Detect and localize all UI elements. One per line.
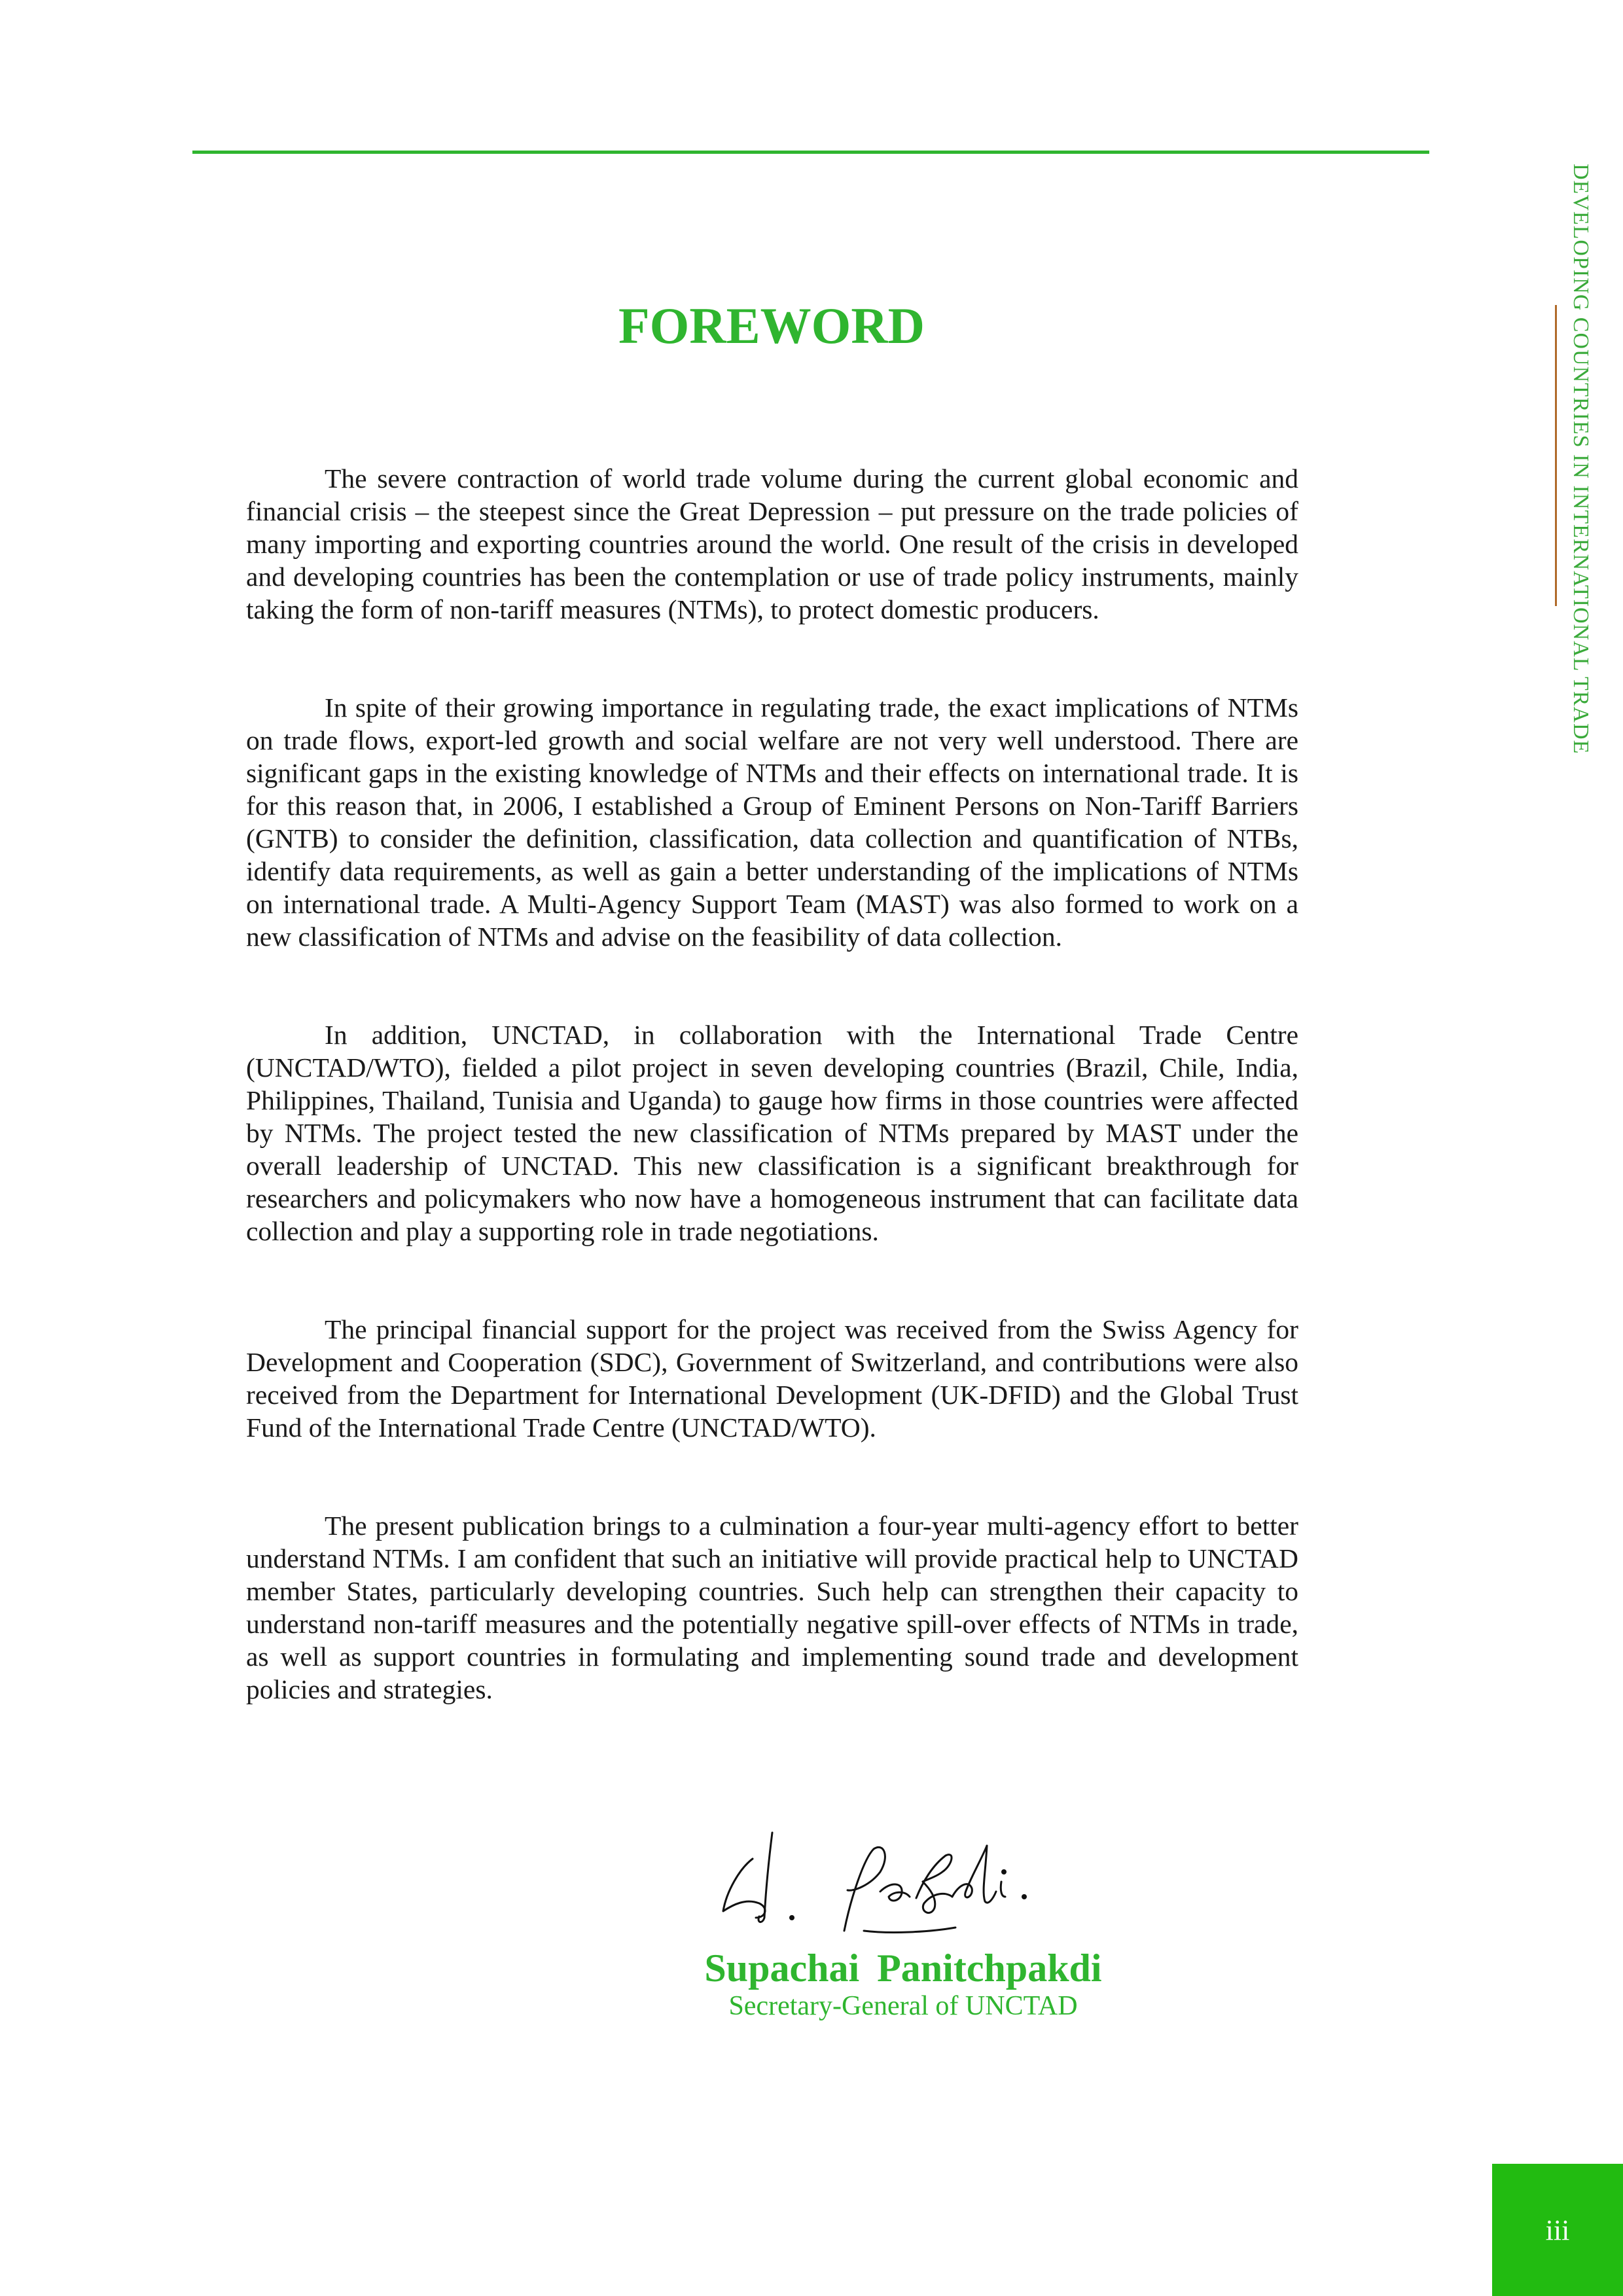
signer-name: Supachai Panitchpakdi bbox=[704, 1946, 1102, 1990]
paragraph: In spite of their growing importance in regulating trade, the exact implications of NTMs on trade flows, export-led growth and social welfare are not very well understood. There are significant gaps in the existing knowledge of NTMs and their effects on international trade. It is for this reason that, in 2006, I established a Group of Eminent Persons on Non-Tariff Barriers (GNTB) to consider the definition, classification, data collection and quantification of NTBs, identify data requirements, as well as gain a better understanding of the implications of NTMs on international trade. A Multi-Agency Support Team (MAST) was also formed to work on a new classification of NTMs and advise on the feasibility of data collection. bbox=[246, 692, 1298, 952]
top-rule bbox=[192, 151, 1429, 154]
paragraph: The principal financial support for the project was received from the Swiss Agency for Development and Cooperation (SDC), Government of Switzerland, and contributions were also received from the Department for International Development (UK-DFID) and the Global Trust Fund of the International Trade Centre (UNCTAD/WTO). bbox=[246, 1314, 1298, 1443]
signature-block bbox=[654, 1820, 1152, 2022]
running-head-rule bbox=[1555, 305, 1557, 606]
page-title: FOREWORD bbox=[618, 297, 925, 354]
running-head: DEVELOPING COUNTRIES IN INTERNATIONAL TRADE bbox=[1569, 164, 1593, 755]
foreword-body bbox=[246, 462, 1298, 1771]
handwritten-signature bbox=[694, 1820, 1113, 1950]
page-number-box bbox=[1492, 2164, 1623, 2296]
paragraph: The present publication brings to a culmination a four-year multi-agency effort to better understand NTMs. I am confident that such an initiative will provide practical help to UNCTAD member States, particularly developing countries. Such help can strengthen their capacity to understand non-tariff measures and the potentially negative spill-over effects of NTMs in trade, as well as support countries in formulating and implementing sound trade and development policies and strategies. bbox=[246, 1511, 1298, 1704]
signer-title: Secretary-General of UNCTAD bbox=[728, 1991, 1078, 2021]
page-number: iii bbox=[1545, 2214, 1570, 2246]
paragraph: In addition, UNCTAD, in collaboration with the International Trade Centre (UNCTAD/WTO), fielded a pilot project in seven developing countries (Brazil, Chile, India, Philippines, Thailand, Tunisia and Uganda) to gauge how firms in those countries were affected by NTMs. The project tested the new classification of NTMs prepared by MAST under the overall leadership of UNCTAD. This new classification is a significant breakthrough for researchers and policymakers who now have a homogeneous instrument that can facilitate data collection and play a supporting role in trade negotiations. bbox=[246, 1020, 1298, 1246]
paragraph: The severe contraction of world trade volume during the current global economic and financial crisis – the steepest since the Great Depression – put pressure on the trade policies of many importing and exporting countries around the world. One result of the crisis in developed and developing countries has been the contemplation or use of trade policy instruments, mainly taking the form of non-tariff measures (NTMs), to protect domestic producers. bbox=[246, 463, 1298, 624]
